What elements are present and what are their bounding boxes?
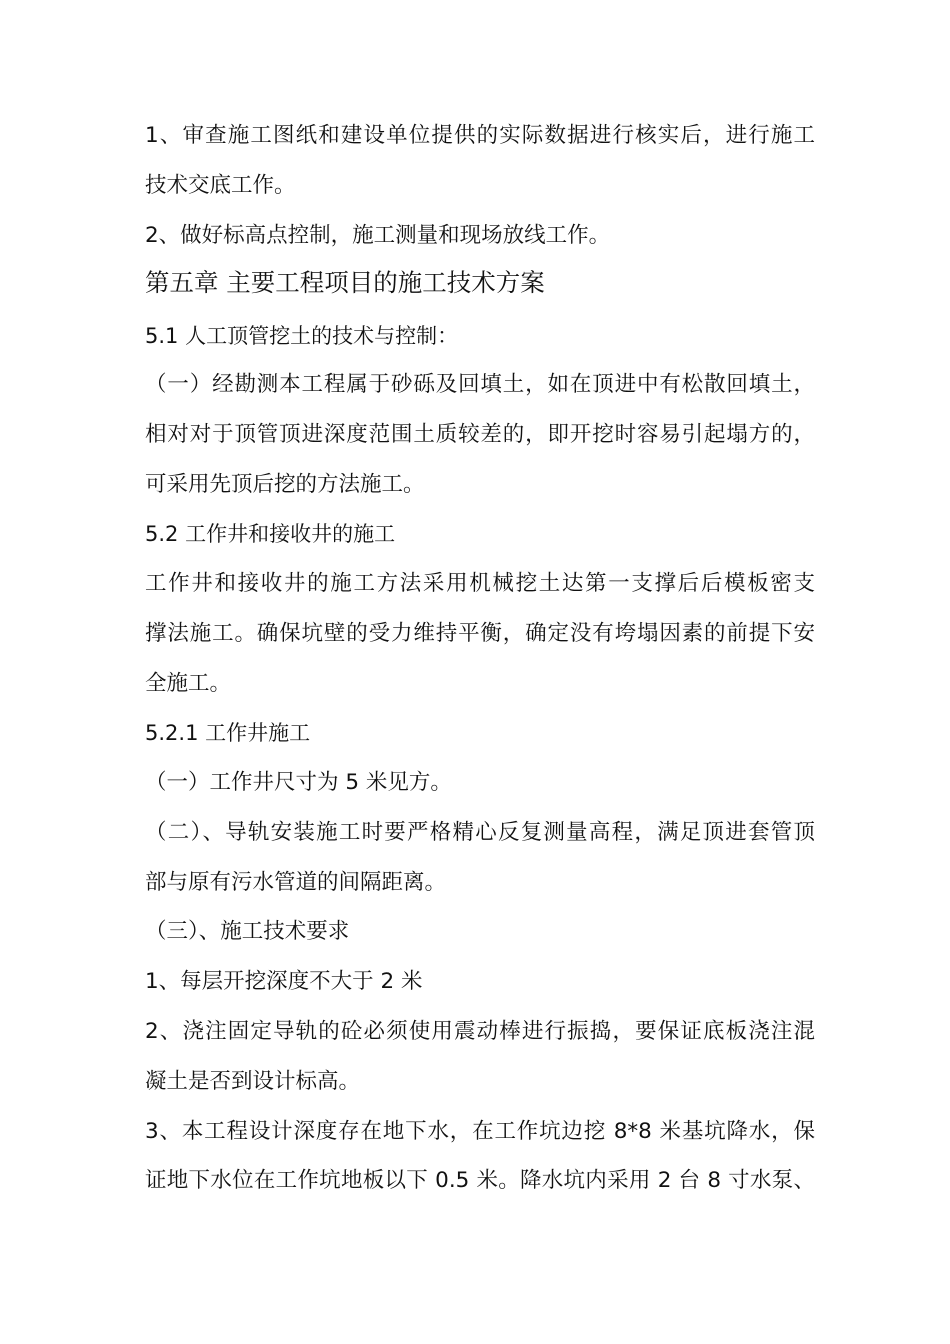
chapter-heading: 第五章 主要工程项目的施工技术方案	[145, 268, 545, 297]
paragraph-line: 2、浇注固定导轨的砼必须使用震动棒进行振捣，要保证底板浇注混	[145, 1019, 815, 1044]
paragraph-line: 撑法施工。确保坑壁的受力维持平衡，确定没有垮塌因素的前提下安	[145, 621, 815, 646]
paragraph-line: 工作井和接收井的施工方法采用机械挖土达第一支撑后后模板密支	[145, 571, 815, 596]
paragraph-line: 可采用先顶后挖的方法施工。	[145, 472, 425, 497]
paragraph-line: （二）、导轨安装施工时要严格精心反复测量高程，满足顶进套管顶	[145, 820, 815, 845]
section-heading: 5.1 人工顶管挖土的技术与控制：	[145, 324, 459, 348]
section-heading: 5.2 工作井和接收井的施工	[145, 522, 396, 546]
paragraph-line: 部与原有污水管道的间隔距离。	[145, 870, 447, 895]
paragraph-line: （三）、施工技术要求	[145, 919, 350, 944]
paragraph-line: 证地下水位在工作坑地板以下 0.5 米。降水坑内采用 2 台 8 寸水泵、	[145, 1168, 815, 1193]
paragraph-line: 技术交底工作。	[145, 173, 296, 198]
paragraph-line: 1、每层开挖深度不大于 2 米	[145, 969, 423, 994]
paragraph-line: （一）经勘测本工程属于砂砾及回填土，如在顶进中有松散回填土，	[145, 372, 815, 397]
paragraph-line: 2、做好标高点控制，施工测量和现场放线工作。	[145, 223, 611, 248]
paragraph-line: 1、审查施工图纸和建设单位提供的实际数据进行核实后，进行施工	[145, 123, 815, 148]
paragraph-line: 凝土是否到设计标高。	[145, 1069, 361, 1094]
paragraph-line: 相对对于顶管顶进深度范围土质较差的，即开挖时容易引起塌方的，	[145, 422, 815, 447]
paragraph-line: 3、本工程设计深度存在地下水，在工作坑边挖 8*8 米基坑降水，保	[145, 1119, 815, 1144]
paragraph-line: 全施工。	[145, 671, 232, 696]
section-heading: 5.2.1 工作井施工	[145, 721, 311, 745]
paragraph-line: （一）工作井尺寸为 5 米见方。	[145, 770, 452, 795]
